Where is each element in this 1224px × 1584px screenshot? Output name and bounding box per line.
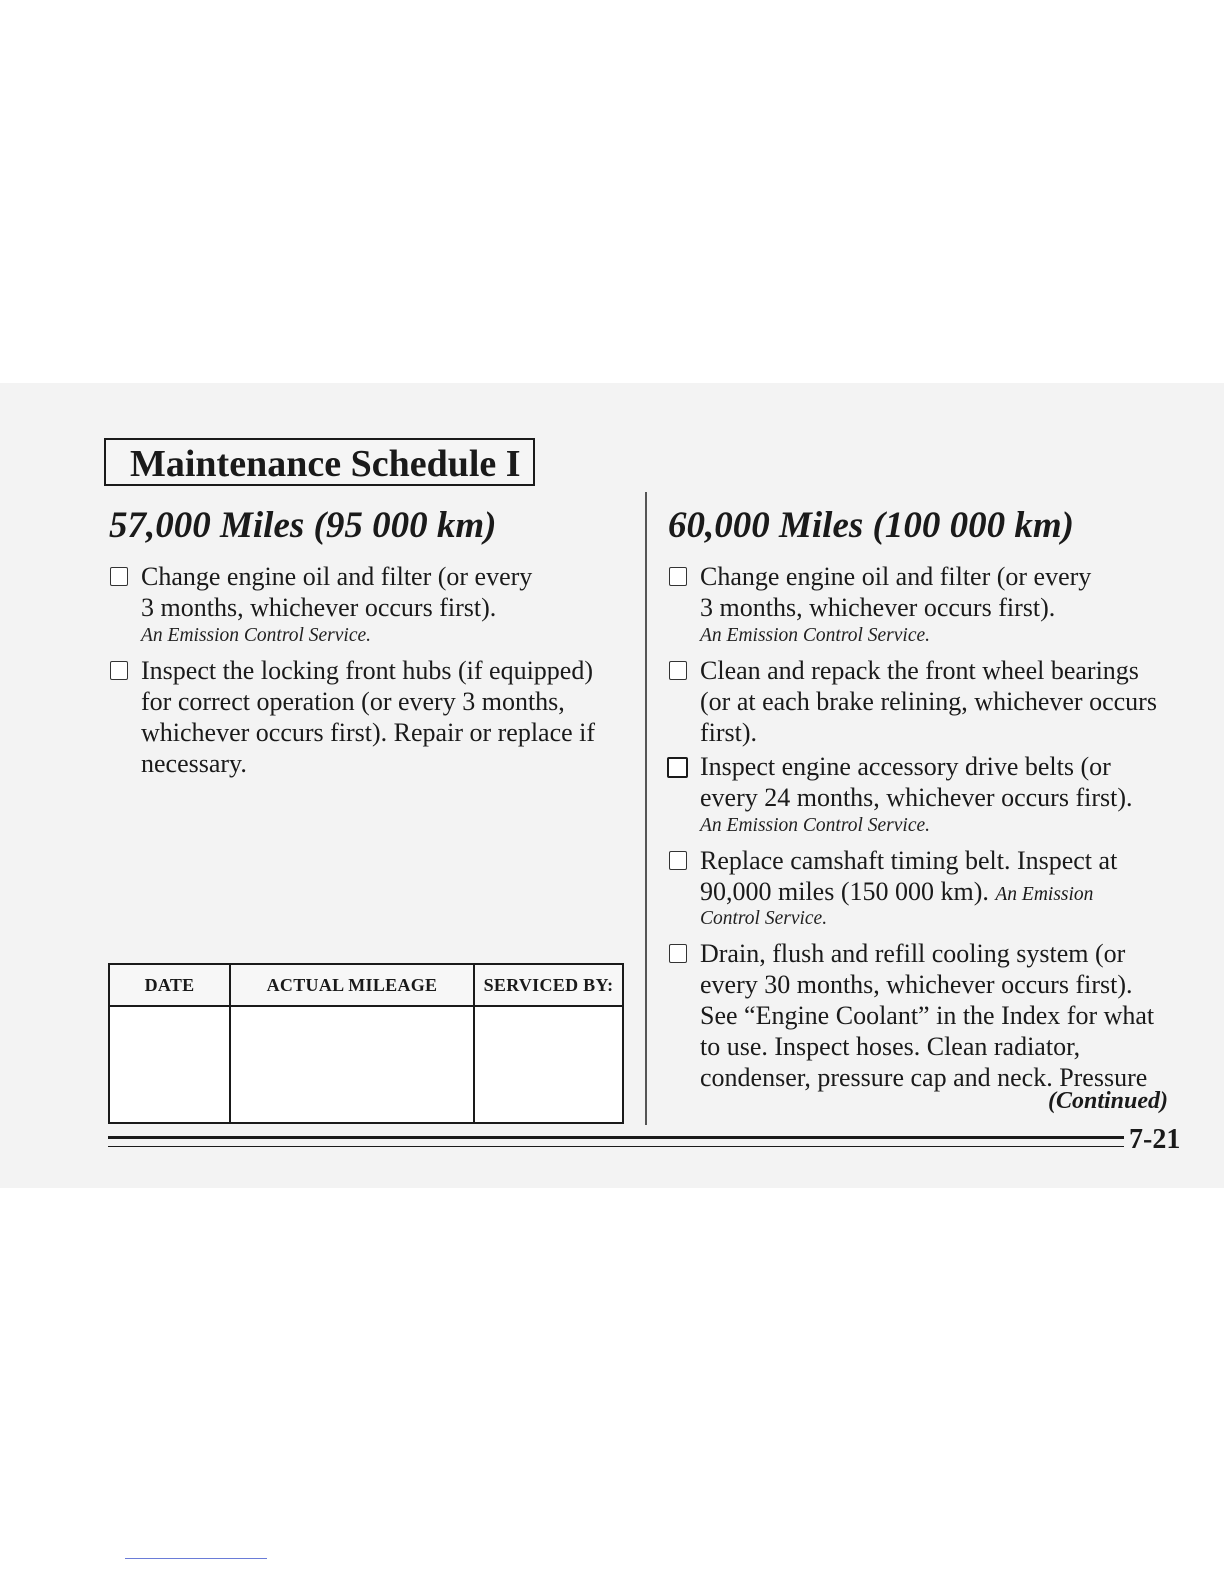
column-header-serviced-by: SERVICED BY: xyxy=(474,964,623,1006)
checkbox-icon[interactable] xyxy=(669,567,687,586)
checkbox-icon[interactable] xyxy=(669,661,687,680)
item-line: Replace camshaft timing belt. Inspect at xyxy=(700,846,1118,875)
checklist-item-cooling-system xyxy=(700,938,1154,1093)
item-line: every 24 months, whichever occurs first). xyxy=(700,783,1133,812)
checklist-item-timing-belt xyxy=(700,845,1117,910)
checklist-item-locking-hubs xyxy=(141,655,595,779)
item-line: whichever occurs first). Repair or replace if xyxy=(141,718,596,747)
schedule-title-box xyxy=(104,438,535,486)
item-line: Clean and repack the front wheel bearings xyxy=(700,656,1139,685)
item-line: every 30 months, whichever occurs first). xyxy=(700,970,1133,999)
column-header-date: DATE xyxy=(109,964,230,1006)
emission-note: An Emission Control Service. xyxy=(700,625,931,646)
item-line: 3 months, whichever occurs first). xyxy=(141,593,497,622)
item-line: Inspect engine accessory drive belts (or xyxy=(700,752,1111,781)
serviced-by-entry-cell[interactable] xyxy=(474,1006,623,1123)
continued-label: (Continued) xyxy=(1048,1088,1169,1114)
item-line: (or at each brake relining, whichever occurs xyxy=(700,687,1157,716)
emission-note: An Emission Control Service. xyxy=(700,815,931,836)
bottom-link-rule xyxy=(125,1558,267,1559)
item-line: condenser, pressure cap and neck. Pressure xyxy=(700,1063,1148,1092)
checklist-item-change-oil-57000 xyxy=(141,561,532,623)
checklist-item-change-oil-60000 xyxy=(700,561,1091,623)
service-log-header-row xyxy=(109,964,623,1006)
item-line: Change engine oil and filter (or every xyxy=(700,562,1092,591)
item-line: Inspect the locking front hubs (if equipped) xyxy=(141,656,593,685)
item-line-with-note xyxy=(700,876,1117,910)
item-line: first). xyxy=(700,718,758,747)
mileage-entry-cell[interactable] xyxy=(230,1006,474,1123)
checkbox-icon[interactable] xyxy=(669,944,687,963)
section-heading-60000: 60,000 Miles (100 000 km) xyxy=(668,505,1074,546)
emission-note: An Emission Control Service. xyxy=(141,625,372,646)
item-line: to use. Inspect hoses. Clean radiator, xyxy=(700,1032,1081,1061)
column-divider xyxy=(645,492,647,1125)
column-header-actual-mileage: ACTUAL MILEAGE xyxy=(230,964,474,1006)
emission-note: Control Service. xyxy=(700,908,828,929)
service-log-entry-row xyxy=(109,1006,623,1123)
footer-rule-thick xyxy=(108,1136,1124,1139)
checklist-item-wheel-bearings xyxy=(700,655,1157,748)
item-line: for correct operation (or every 3 months, xyxy=(141,687,565,716)
item-line: See “Engine Coolant” in the Index for what xyxy=(700,1001,1155,1030)
checkbox-icon[interactable] xyxy=(667,757,688,778)
checklist-item-drive-belts xyxy=(700,751,1132,813)
emission-note-inline: An Emission xyxy=(995,884,1094,905)
item-line: Change engine oil and filter (or every xyxy=(141,562,533,591)
checkbox-icon[interactable] xyxy=(669,851,687,870)
section-heading-57000: 57,000 Miles (95 000 km) xyxy=(109,505,497,546)
service-log-table xyxy=(108,963,624,1124)
checkbox-icon[interactable] xyxy=(110,661,128,680)
page-number: 7-21 xyxy=(1129,1124,1181,1155)
footer-rule-thin xyxy=(108,1146,1124,1147)
schedule-title: Maintenance Schedule I xyxy=(130,443,521,485)
item-line: necessary. xyxy=(141,749,247,778)
date-entry-cell[interactable] xyxy=(109,1006,230,1123)
item-line: 3 months, whichever occurs first). xyxy=(700,593,1056,622)
checkbox-icon[interactable] xyxy=(110,567,128,586)
item-line-text: 90,000 miles (150 000 km). xyxy=(700,877,989,906)
item-line: Drain, flush and refill cooling system (or xyxy=(700,939,1126,968)
